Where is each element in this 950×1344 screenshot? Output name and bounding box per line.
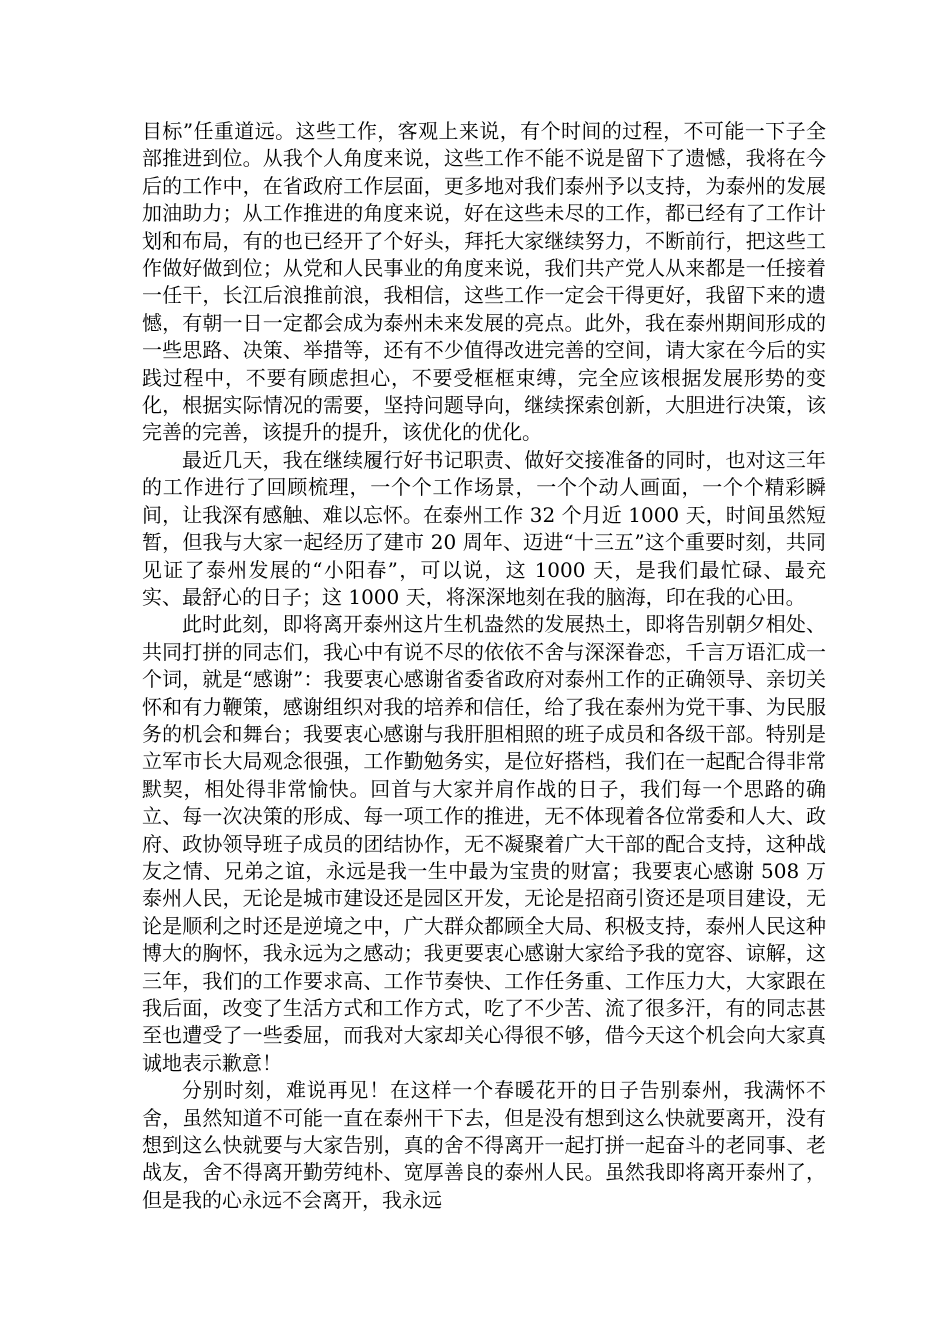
- paragraph-1: 目标”任重道远。这些工作，客观上来说，有个时间的过程，不可能一下子全部推进到位。从我个人角度来说，这些工作不能不说是留下了遗憾，我将在今后的工作中，在省政府工作层面，更多地对我们泰州予以支持，为泰州的发展加油助力；从工作推进的角度来说，好在这些未尽的工作，都已经有了工作计划和布局，有的也已经开了个好头，拜托大家继续努力，不断前行，把这些工作做好做到位；从党和人民事业的角度来说，我们共产党人从来都是一任接着一任干，长江后浪推前浪，我相信，这些工作一定会干得更好，我留下来的遗憾，有朝一日一定都会成为泰州未来发展的亮点。此外，我在泰州期间形成的一些思路、决策、举措等，还有不少值得改进完善的空间，请大家在今后的实践过程中，不要有顾虑担心，不要受框框束缚，完全应该根据发展形势的变化，根据实际情况的需要，坚持问题导向，继续探索创新，大胆进行决策，该完善的完善，该提升的提升，该优化的优化。: [142, 119, 826, 445]
- paragraph-3: 此时此刻，即将离开泰州这片生机盎然的发展热土，即将告别朝夕相处、共同打拼的同志们，我心中有说不尽的依依不舍与深深眷恋，千言万语汇成一个词，就是“感谢”：我要衷心感谢省委省政府对泰州工作的正确领导、亲切关怀和有力鞭策，感谢组织对我的培养和信任，给了我在泰州为党干事、为民服务的机会和舞台；我要衷心感谢与我肝胆相照的班子成员和各级干部。特别是立军市长大局观念很强，工作勤勉务实，是位好搭档，我们在一起配合得非常默契，相处得非常愉快。回首与大家并肩作战的日子，我们每一个思路的确立、每一次决策的形成、每一项工作的推进，无不体现着各位常委和人大、政府、政协领导班子成员的团结协作，无不凝聚着广大干部的配合支持，这种战友之情、兄弟之谊，永远是我一生中最为宝贵的财富；我要衷心感谢 508 万泰州人民，无论是城市建设还是园区开发，无论是招商引资还是项目建设，无论是顺利之时还是逆境之中，广大群众都顾全大局、积极支持，泰州人民这种博大的胸怀，我永远为之感动；我更要衷心感谢大家给予我的宽容、谅解，这三年，我们的工作要求高、工作节奏快、工作任务重、工作压力大，大家跟在我后面，改变了生活方式和工作方式，吃了不少苦、流了很多汗，有的同志甚至也遭受了一些委屈，而我对大家却关心得很不够，借今天这个机会向大家真诚地表示歉意！: [142, 612, 826, 1075]
- document-page: [142, 118, 826, 1214]
- paragraph-2: 最近几天，我在继续履行好书记职责、做好交接准备的同时，也对这三年的工作进行了回顾梳理，一个个工作场景，一个个动人画面，一个个精彩瞬间，让我深有感触、难以忘怀。在泰州工作 32 个月近 1000 天，时间虽然短暂，但我与大家一起经历了建市 20 周年、迈进“十三五”这个重要时刻，共同见证了泰州发展的“小阳春”，可以说，这 1000 天，是我们最忙碌、最充实、最舒心的日子；这 1000 天，将深深地刻在我的脑海，印在我的心田。: [142, 447, 826, 609]
- paragraph-4: 分别时刻，难说再见！在这样一个春暖花开的日子告别泰州，我满怀不舍，虽然知道不可能一直在泰州干下去，但是没有想到这么快就要离开，没有想到这么快就要与大家告别，真的舍不得离开一起打拼一起奋斗的老同事、老战友，舍不得离开勤劳纯朴、宽厚善良的泰州人民。虽然我即将离开泰州了，但是我的心永远不会离开，我永远: [142, 1078, 826, 1212]
